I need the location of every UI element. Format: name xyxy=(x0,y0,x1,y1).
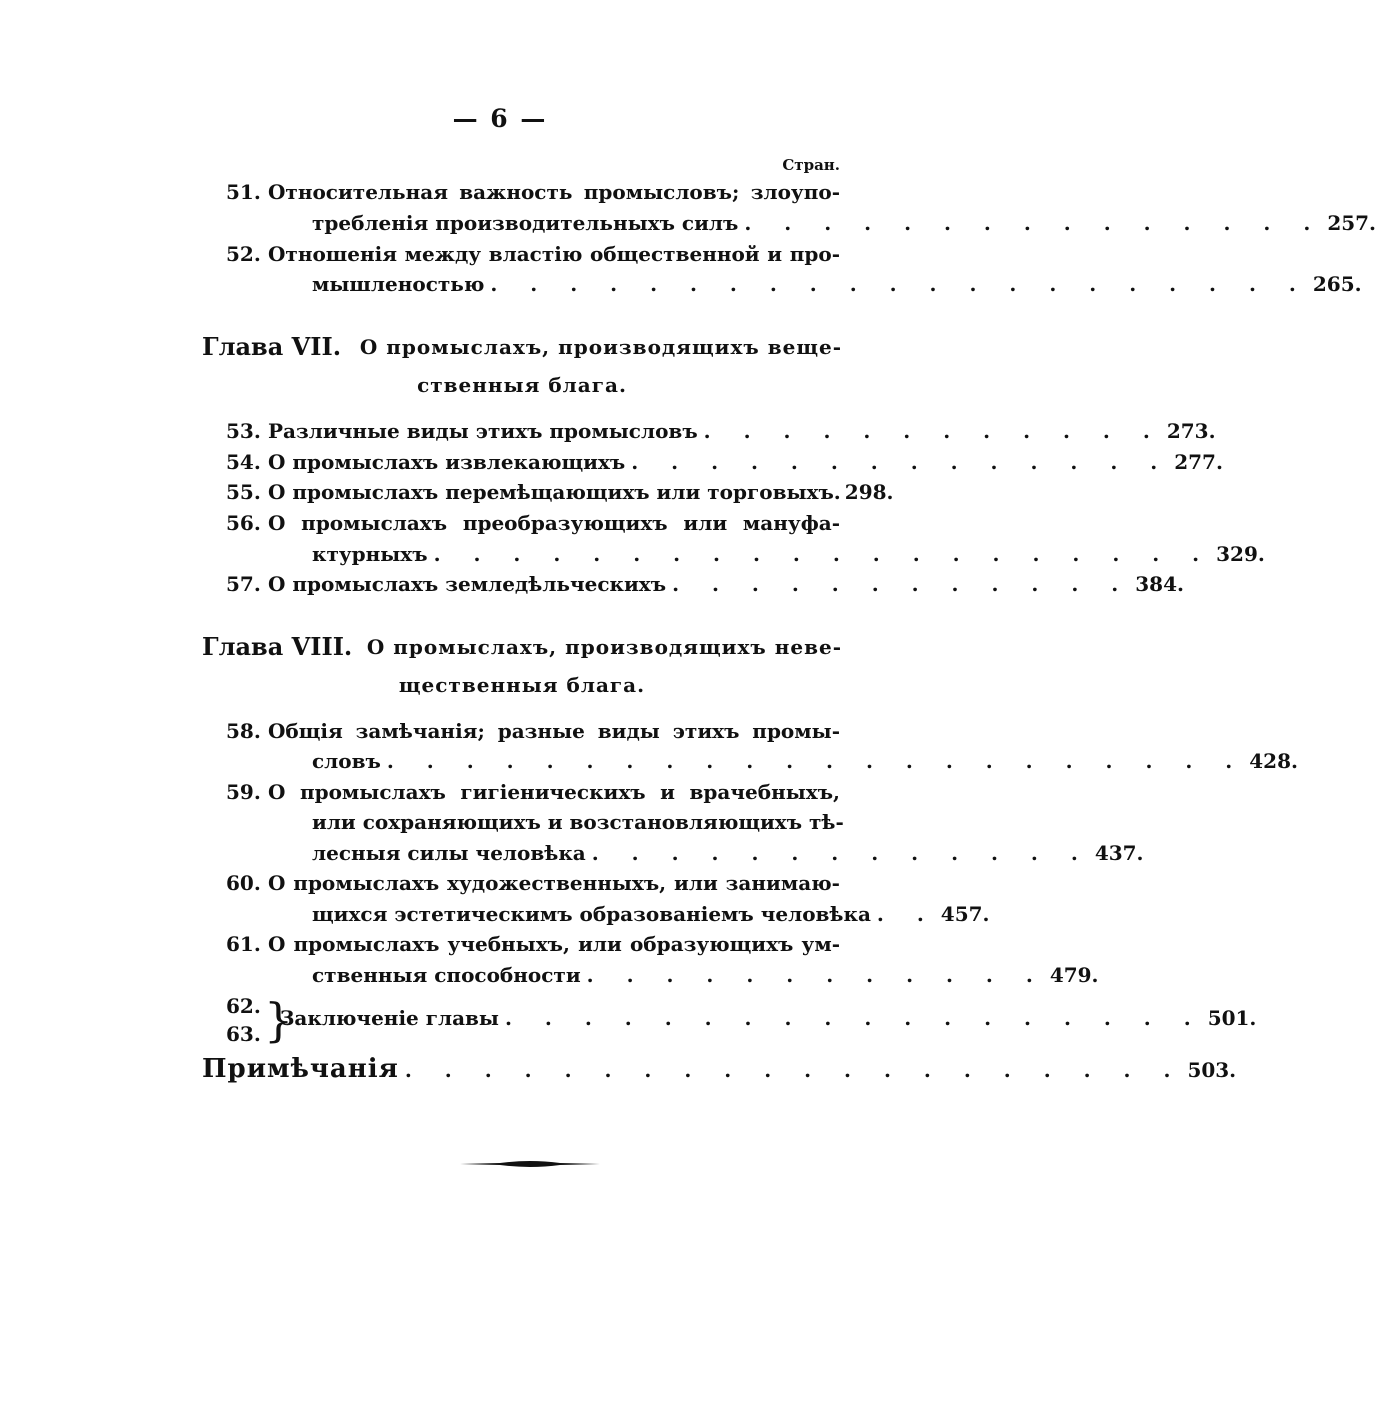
notes-title: Примѣчанія xyxy=(202,1054,399,1084)
toc-entry-53 xyxy=(226,417,1216,445)
entry-text: О промыслахъ гигіеническихъ и врачебныхъ, xyxy=(268,780,840,804)
entry-numbers xyxy=(226,992,261,1048)
entry-page: 457. xyxy=(940,902,990,926)
entry-page: 384. xyxy=(1135,572,1184,596)
entry-number: 53. xyxy=(226,419,261,443)
chapter-8-title-cont: щественныя блага. xyxy=(398,673,646,697)
toc-entry-56-cont xyxy=(312,540,1265,568)
toc-entry-62-63 xyxy=(226,992,1257,1048)
entry-number: 55. xyxy=(226,480,261,504)
entry-text: Общія замѣчанія; разные виды этихъ промы- xyxy=(268,719,840,743)
entry-text: мышленостью xyxy=(312,272,485,296)
entry-text: О промыслахъ извлекающихъ xyxy=(268,450,626,474)
chapter-title: О промыслахъ, производящихъ неве- xyxy=(366,635,842,659)
leader-dots: . . . . . . . . . . . . . . . . . . . . . . xyxy=(386,749,1246,773)
toc-entry-56 xyxy=(226,509,840,537)
entry-number: 58. xyxy=(226,719,261,743)
toc-entry-52-cont xyxy=(312,270,1362,298)
entry-text: требленія производительныхъ силъ xyxy=(312,211,739,235)
leader-dots: . . . . . . . . . . . . xyxy=(703,419,1163,443)
leader-dots: . . . . . . . . . . . . . xyxy=(591,841,1091,865)
toc-entry-52 xyxy=(226,240,840,268)
chapter-label: Глава VIII. xyxy=(202,632,353,661)
entry-number: 56. xyxy=(226,511,261,535)
toc-entry-57 xyxy=(226,570,1184,598)
toc-entry-61 xyxy=(226,930,840,958)
leader-dots: . . . . . . . . . . . . . . xyxy=(631,450,1171,474)
pages-column-label: Стран. xyxy=(782,156,840,174)
entry-number: 63. xyxy=(226,1022,261,1046)
leader-dots: . . . . . . . . . . . . xyxy=(586,963,1046,987)
entry-page: 501. xyxy=(1207,1006,1257,1030)
entry-text: лесныя силы человѣка xyxy=(312,841,586,865)
chapter-7-heading xyxy=(202,332,842,362)
toc-entry-54 xyxy=(226,448,1223,476)
leader-dots: . . . . . . . . . . . . . . . . . . . . xyxy=(404,1058,1184,1082)
entry-number: 51. xyxy=(226,180,261,204)
toc-notes xyxy=(202,1053,1237,1086)
conclusion-line xyxy=(280,1004,1257,1032)
entry-text: ктурныхъ xyxy=(312,542,428,566)
toc-entry-59-cont xyxy=(312,808,844,836)
leader-dots: . . . . . . . . . . . . . . . . . . . . xyxy=(433,542,1213,566)
entry-number: 52. xyxy=(226,242,261,266)
toc-entry-60-cont xyxy=(312,900,990,928)
toc-entry-60 xyxy=(226,869,840,897)
toc-entry-61-cont xyxy=(312,961,1099,989)
entry-text: Относительная важность промысловъ; злоупо- xyxy=(268,180,840,204)
entry-text: Отношенія между властію общественной и про- xyxy=(268,242,840,266)
chapter-title: О промыслахъ, производящихъ веще- xyxy=(359,335,842,359)
entry-page: 329. xyxy=(1216,542,1265,566)
toc-entry-55 xyxy=(226,478,894,506)
entry-page: 273. xyxy=(1166,419,1216,443)
entry-page: 479. xyxy=(1049,963,1099,987)
entry-page: 298. xyxy=(844,480,894,504)
ornament-divider-icon xyxy=(460,1158,600,1170)
entry-text: О промыслахъ преобразующихъ или мануфа- xyxy=(268,511,840,535)
toc-entry-58-cont xyxy=(312,747,1298,775)
entry-page: 257. xyxy=(1327,211,1376,235)
entry-page: 437. xyxy=(1094,841,1144,865)
leader-dots: . . xyxy=(876,902,937,926)
leader-dots: . . . . . . . . . . . . . . . . . . . . . xyxy=(490,272,1309,296)
toc-entry-59 xyxy=(226,778,840,806)
entry-text: О промыслахъ перемѣщающихъ или торговыхъ. xyxy=(268,480,841,504)
leader-dots: . . . . . . . . . . . . . . . xyxy=(744,211,1324,235)
toc-entry-51 xyxy=(226,178,840,206)
toc-entry-51-cont xyxy=(312,209,1376,237)
page-number: — 6 — xyxy=(452,104,548,133)
toc-entry-59-cont2 xyxy=(312,839,1144,867)
entry-number: 60. xyxy=(226,871,261,895)
leader-dots: . . . . . . . . . . . . xyxy=(672,572,1132,596)
entry-text: или сохраняющихъ и возстановляющихъ тѣ- xyxy=(312,810,844,834)
entry-page: 503. xyxy=(1187,1058,1237,1082)
entry-page: 277. xyxy=(1174,450,1223,474)
entry-text: О промыслахъ художественныхъ, или занимаю- xyxy=(268,871,840,895)
brace-icon: } xyxy=(264,993,294,1047)
entry-text: Заключеніе главы xyxy=(280,1006,499,1030)
entry-number: 61. xyxy=(226,932,261,956)
entry-number: 54. xyxy=(226,450,261,474)
chapter-7-title-cont: ственныя блага. xyxy=(417,373,627,397)
entry-page: 428. xyxy=(1249,749,1298,773)
toc-entry-58 xyxy=(226,717,840,745)
chapter-label: Глава VII. xyxy=(202,332,342,361)
entry-text: Различные виды этихъ промысловъ xyxy=(268,419,698,443)
entry-text: О промыслахъ учебныхъ, или образующихъ ум- xyxy=(268,932,840,956)
chapter-8-heading xyxy=(202,632,842,662)
leader-dots: . . . . . . . . . . . . . . . . . . xyxy=(504,1006,1204,1030)
entry-number: 62. xyxy=(226,994,261,1018)
entry-page: 265. xyxy=(1312,272,1362,296)
entry-text: ственныя способности xyxy=(312,963,581,987)
entry-number: 59. xyxy=(226,780,261,804)
entry-text: словъ xyxy=(312,749,381,773)
entry-text: О промыслахъ земледѣльческихъ xyxy=(268,572,667,596)
entry-text: щихся эстетическимъ образованіемъ человѣка xyxy=(312,902,871,926)
entry-number: 57. xyxy=(226,572,261,596)
